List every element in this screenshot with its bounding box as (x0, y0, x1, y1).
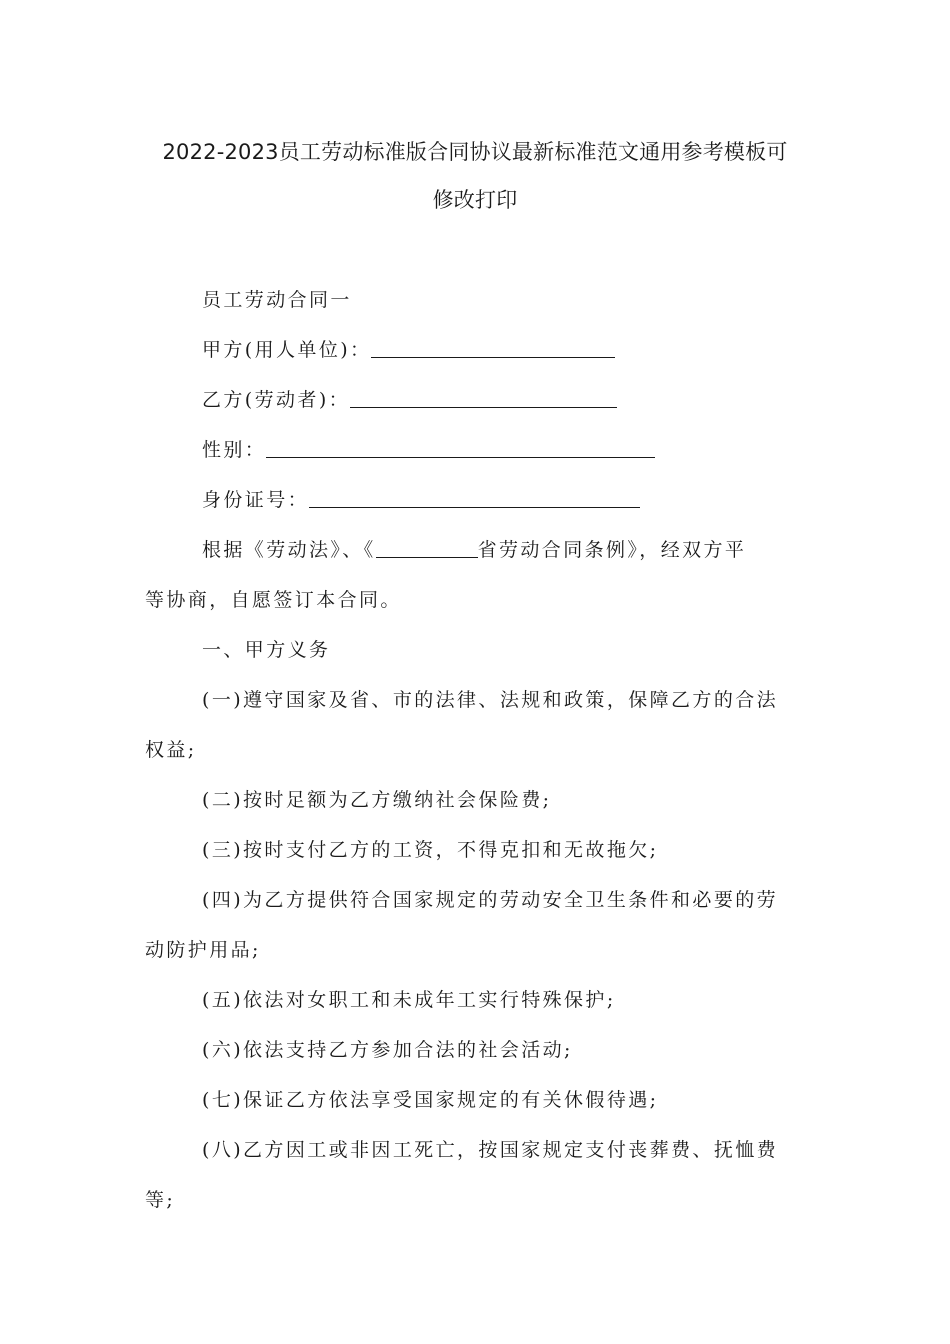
contract-heading: 员工劳动合同一 (202, 289, 352, 311)
item-8-line-2: 等; (145, 1189, 176, 1211)
gender-blank-line[interactable] (266, 439, 655, 458)
id-number-label: 身份证号： (202, 489, 310, 511)
id-number-row (202, 488, 862, 512)
id-number-blank-line[interactable] (309, 489, 640, 508)
item-6: (六)依法支持乙方参加合法的社会活动; (202, 1039, 573, 1061)
item-2: (二)按时足额为乙方缴纳社会保险费; (202, 789, 552, 811)
basis-paragraph-line-2: 等协商，自愿签订本合同。 (145, 589, 402, 611)
basis-paragraph-line-1 (202, 538, 862, 562)
party-b-row (202, 388, 862, 412)
item-7: (七)保证乙方依法享受国家规定的有关休假待遇; (202, 1089, 659, 1111)
province-blank-line[interactable] (376, 539, 478, 558)
item-4-line-2: 动防护用品; (145, 939, 261, 961)
section-1-title: 一、甲方义务 (202, 639, 331, 661)
basis-text-part-2: 省劳动合同条例》，经双方平 (477, 539, 747, 561)
party-a-label: 甲方(用人单位)： (202, 339, 372, 361)
document-title-line-1: 2022-2023员工劳动标准版合同协议最新标准范文通用参考模板可 (162, 140, 788, 164)
item-1-line-1: (一)遵守国家及省、市的法律、法规和政策，保障乙方的合法 (202, 689, 779, 711)
item-3: (三)按时支付乙方的工资，不得克扣和无故拖欠; (202, 839, 659, 861)
party-b-blank-line[interactable] (350, 389, 617, 408)
basis-text-part-1: 根据《劳动法》、《 (202, 539, 376, 561)
document-title-line-2: 修改打印 (432, 188, 518, 212)
item-8-line-1: (八)乙方因工或非因工死亡，按国家规定支付丧葬费、抚恤费 (202, 1139, 779, 1161)
party-a-blank-line[interactable] (371, 339, 615, 358)
item-5: (五)依法对女职工和未成年工实行特殊保护; (202, 989, 616, 1011)
gender-label: 性别： (202, 439, 267, 461)
gender-row (202, 438, 862, 462)
item-4-line-1: (四)为乙方提供符合国家规定的劳动安全卫生条件和必要的劳 (202, 889, 779, 911)
party-b-label: 乙方(劳动者)： (202, 389, 351, 411)
item-1-line-2: 权益; (145, 739, 197, 761)
party-a-row (202, 338, 862, 362)
